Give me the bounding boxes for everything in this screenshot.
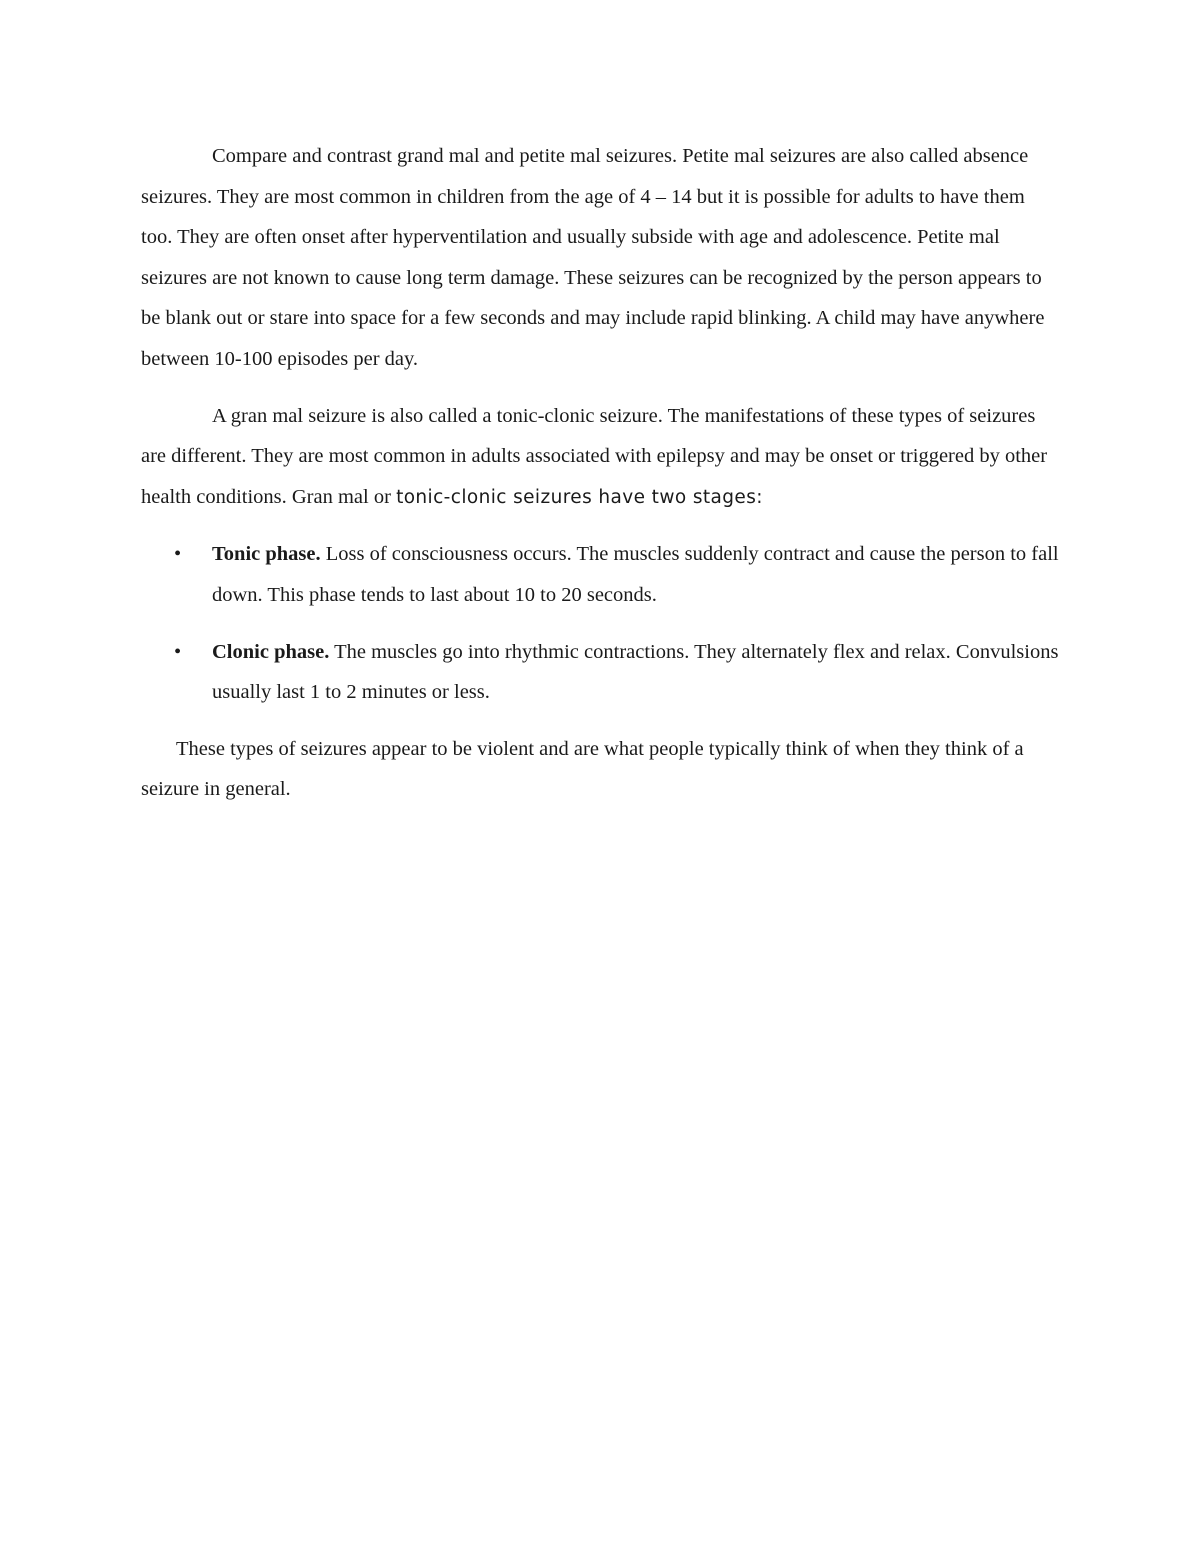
clonic-phase-text: The muscles go into rhythmic contractions. They alternately flex and relax. Convulsions usually last 1 to 2 minutes or less.: [212, 640, 1059, 704]
tonic-phase-text: Loss of consciousness occurs. The muscles suddenly contract and cause the person to fall down. This phase tends to last about 10 to 20 seconds.: [212, 543, 1059, 606]
tonic-phase-term: Tonic phase.: [212, 543, 321, 566]
paragraph-grand-mal-text: A gran mal seizure is also called a tonic-clonic seizure. The manifestations of these types of seizures are different. They are most common in adults associated with epilepsy and may be onset or triggered by other health conditions. Gran mal or: [141, 404, 1048, 508]
bullet-icon: •: [174, 543, 182, 566]
paragraph-conclusion: These types of seizures appear to be violent and are what people typically think of when they think of a seizure in general.: [141, 737, 1024, 801]
clonic-phase-term: Clonic phase.: [212, 640, 330, 663]
bullet-icon: •: [174, 640, 182, 663]
seizure-phases-list: [141, 534, 1061, 712]
list-item-tonic-phase: [141, 534, 1061, 615]
paragraph-petite-mal: Compare and contrast grand mal and petite mal seizures. Petite mal seizures are also called absence seizures. They are most common in children from the age of 4 – 14 but it is possible for adults to have them too. They are often onset after hyperventilation and usually subside with age and adolescence. Petite mal seizures are not known to cause long term damage. These seizures can be recognized by the person appears to be blank out or stare into space for a few seconds and may include rapid blinking. A child may have anywhere between 10-100 episodes per day.: [141, 145, 1045, 370]
list-item-clonic-phase: [141, 632, 1061, 713]
document-body: [141, 136, 1061, 810]
paragraph-grand-mal: [141, 396, 1061, 519]
paragraph-grand-mal-stages: tonic-clonic seizures have two stages:: [396, 486, 763, 508]
